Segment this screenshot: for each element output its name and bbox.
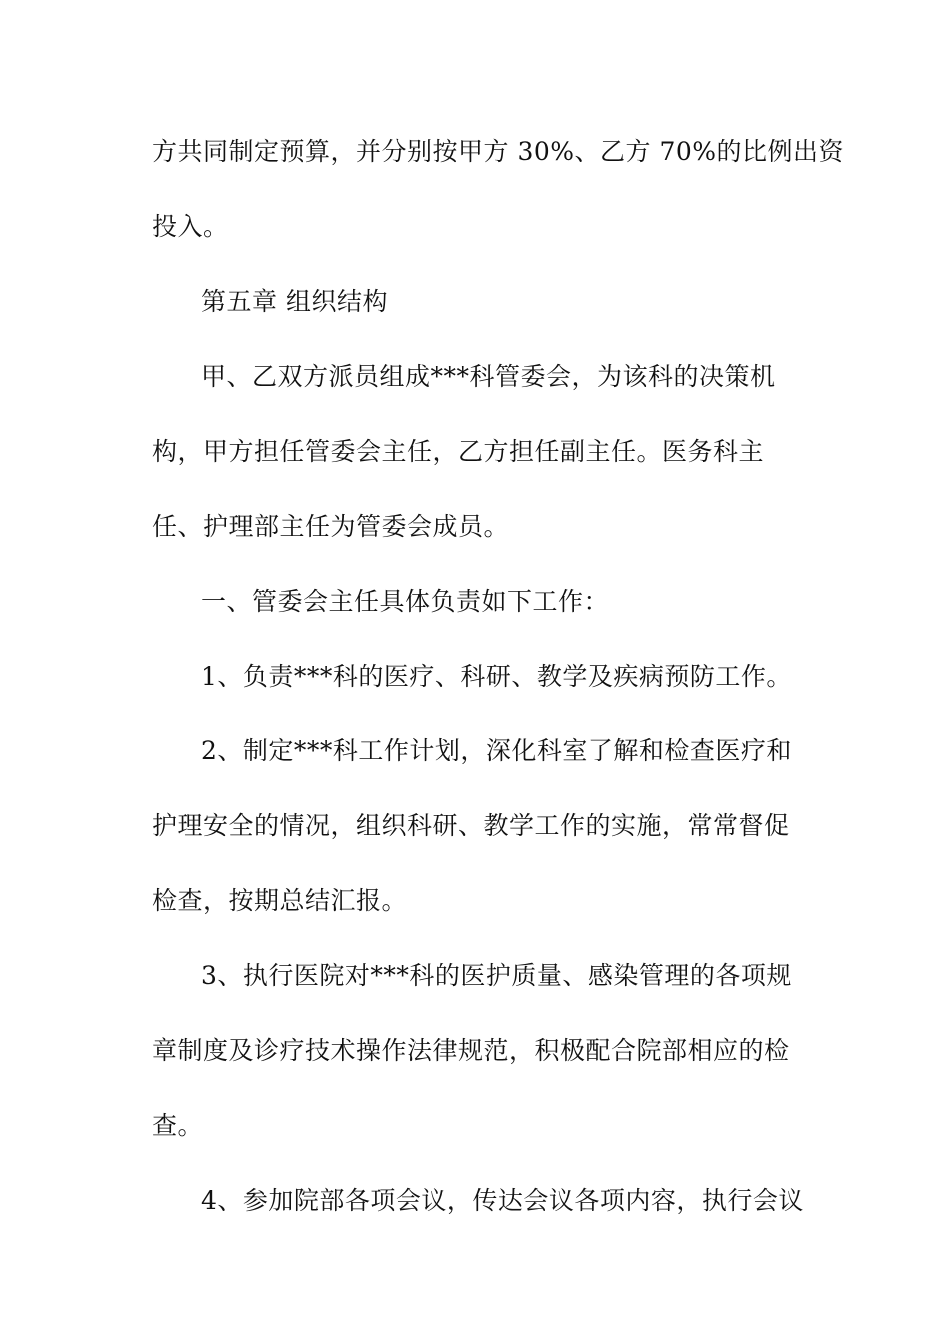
text-line: 查。 (152, 1111, 204, 1140)
text-line: 方共同制定预算，并分别按甲方 30%、乙方 70%的比例出资 (152, 137, 845, 166)
text-line: 章制度及诊疗技术操作法律规范，积极配合院部相应的检 (152, 1036, 790, 1065)
chapter-heading: 第五章 组织结构 (201, 287, 388, 316)
text-line: 任、护理部主任为管委会成员。 (152, 512, 510, 541)
text-line: 投入。 (152, 212, 229, 241)
text-line: 护理安全的情况，组织科研、教学工作的实施，常常督促 (152, 811, 790, 840)
list-item: 2、制定***科工作计划，深化科室了解和检查医疗和 (201, 736, 792, 765)
text-line: 构，甲方担任管委会主任，乙方担任副主任。医务科主 (152, 437, 765, 466)
list-item: 4、参加院部各项会议，传达会议各项内容，执行会议 (201, 1186, 804, 1215)
section-heading: 一、管委会主任具体负责如下工作： (201, 587, 610, 616)
list-item: 3、执行医院对***科的医护质量、感染管理的各项规 (201, 961, 792, 990)
list-item: 1、负责***科的医疗、科研、教学及疾病预防工作。 (201, 662, 792, 691)
text-line: 检查，按期总结汇报。 (152, 886, 408, 915)
paragraph-start: 甲、乙双方派员组成***科管委会，为该科的决策机 (201, 362, 776, 391)
